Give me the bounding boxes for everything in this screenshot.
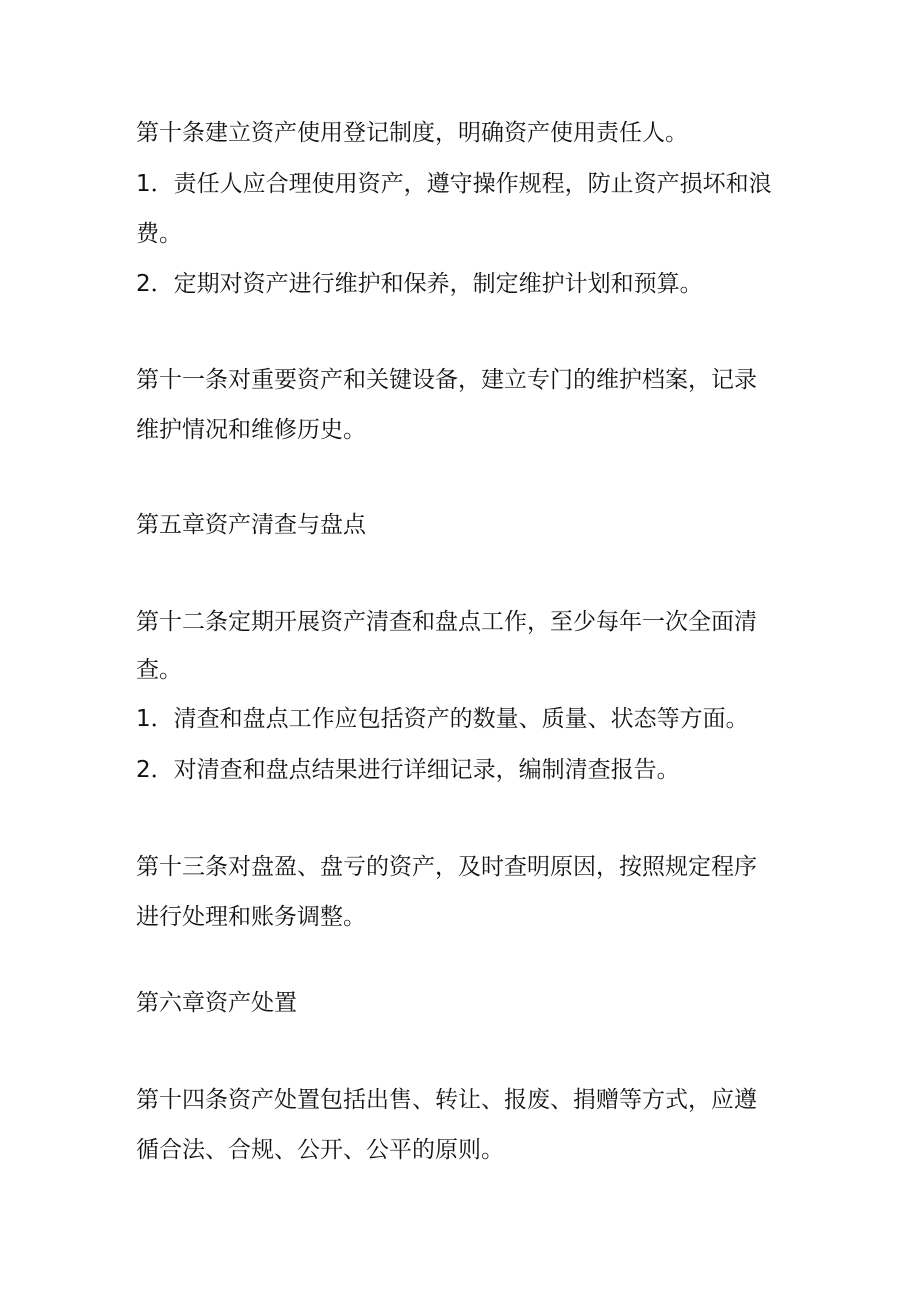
article-10-item-1-line-1: 1．责任人应合理使用资产，遵守操作规程，防止资产损坏和浪 <box>136 171 772 197</box>
article-12-item-2: 2．对清查和盘点结果进行详细记录，编制清查报告。 <box>136 757 680 783</box>
article-11-line-1: 第十一条对重要资产和关键设备，建立专门的维护档案，记录 <box>136 367 757 393</box>
article-14-line-2: 循合法、合规、公开、公平的原则。 <box>136 1137 504 1163</box>
article-10-line-1: 第十条建立资产使用登记制度，明确资产使用责任人。 <box>136 120 688 146</box>
article-13-line-2: 进行处理和账务调整。 <box>136 904 366 930</box>
chapter-6-heading: 第六章资产处置 <box>136 990 297 1016</box>
chapter-5-heading: 第五章资产清查与盘点 <box>136 512 366 538</box>
article-12-line-1: 第十二条定期开展资产清查和盘点工作，至少每年一次全面清 <box>136 609 757 635</box>
article-10-item-2: 2．定期对资产进行维护和保养，制定维护计划和预算。 <box>136 271 703 297</box>
article-12-line-2: 查。 <box>136 657 182 683</box>
article-11-line-2: 维护情况和维修历史。 <box>136 417 366 443</box>
article-12-item-1: 1．清查和盘点工作应包括资产的数量、质量、状态等方面。 <box>136 706 749 732</box>
article-10-item-1-line-2: 费。 <box>136 221 182 247</box>
article-14-line-1: 第十四条资产处置包括出售、转让、报废、捐赠等方式，应遵 <box>136 1087 757 1113</box>
article-13-line-1: 第十三条对盘盈、盘亏的资产，及时查明原因，按照规定程序 <box>136 854 757 880</box>
